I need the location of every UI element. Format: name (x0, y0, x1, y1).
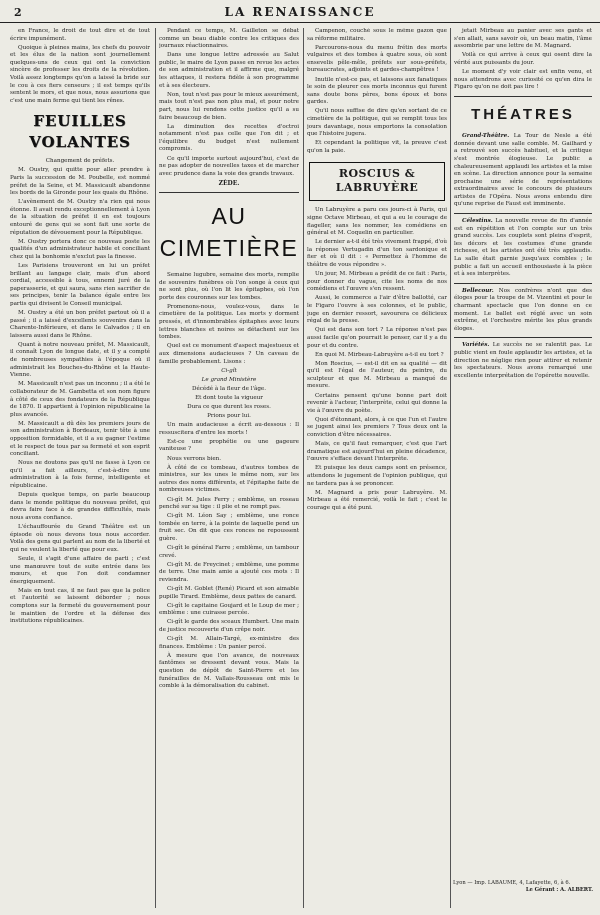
article-paragraph: Mon Roscius, — est-il dit en sa qualité — dit qu'il est l'égal de l'auteur, du peintre, du sculpteur et que M. Mirbeau a manqué de mesure. (307, 360, 447, 390)
intro-paragraph: Ce qu'il importe surtout aujourd'hui, c'est de ne pas adopter de nouvelles taxes et de marcher avec prudence dans la voie des grands travaux. (159, 155, 299, 177)
article-paragraph: M. Massicault a dû dès les premiers jours de son administration à Bordeaux, tenir tête à une opposition formidable, et il a su gagner l'estime et le respect de tous par sa fermeté et son esprit conciliant. (10, 420, 150, 458)
article-paragraph: L'avènement de M. Oustry n'a rien qui nous étonne. Il avait rendu exceptionnellement à Lyon de la situation de préfet il en est toujours entouré de gens qui se sont fait une sorte de réputation de dévouement pour la République. (10, 199, 150, 236)
section-heading-roscius-labruyere: ROSCIUS & LABRUYÈRE (309, 162, 445, 202)
article-paragraph: Un jour, M. Mirbeau a prédit de ce fait : Paris, pour donner du vague, cite les noms de nos comédiens et l'œuvre s'en ressent. (307, 271, 447, 293)
epitaph-paragraph: Ci-gît le capitaine Goujard et le Loup de mer ; emblème : une cuirasse percée. (159, 602, 299, 617)
epitaph-line: Ci-gît (221, 367, 237, 374)
divider (159, 192, 299, 193)
intro-paragraph: Non, tout n'est pas pour le mieux assurément, mais tout n'est pas non plus mal, et pour notre part, nous lui rendons cette justice qu'il a su faire beaucoup de bien. (159, 91, 299, 121)
article-paragraph: Un main audacieuse a écrit au-dessous : Il ressuscitera d'entre les morts ! (159, 422, 299, 436)
article-paragraph: Le dernier a-t-il été très vivement frappé, d'où la réponse Vertugadin d'un ton sardonique et fier et où il dit : « Permettez à l'homme de théâtre de vous répondre ». (307, 239, 447, 269)
article-paragraph: M. Oustry portera donc ce nouveau poste les qualités d'un administrateur habile et conciliant chez qui la bonhomie n'exclut pas la finesse. (10, 238, 150, 260)
epitaph-line: Dura ce que durent les roses. (187, 403, 271, 410)
theatre-name: Bellecour. (462, 287, 494, 294)
divider (454, 213, 592, 214)
theatre-name: Grand-Théâtre. (462, 133, 510, 140)
theatre-text: Le succès ne se ralentit pas. Le public vient en foule applaudir les artistes, et la direction ne néglige rien pour attirer et retenir les spectateurs. Nous avons remarqué une excellente interprétation de l'opérette nouvelle. (454, 342, 592, 379)
article-paragraph: M. Oustry a été un bon préfet partout où il a passé ; il a laissé d'excellents souvenirs dans la Charente-Inférieure, et dans le Calvados ; il en laissera aussi dans le Rhône. (10, 310, 150, 339)
article-paragraph: Semaine lugubre, semaine des morts, remplie de souvenirs funèbres où l'on songe à ceux qui ne sont plus, où l'on lit les épitaphes, où l'on porte des couronnes sur les tombes. (159, 271, 299, 301)
intro-paragraph: Le moment d'y voir clair est enfin venu, et nous attendrons avec curiosité ce qu'en dira le Figaro qu'on ne doit pas lire ! (454, 68, 592, 91)
article-paragraph: Nous ne doutons pas qu'il ne fasse à Lyon ce qu'il a fait ailleurs, c'est-à-dire une administration à la fois ferme, intelligente et républicaine. (10, 460, 150, 490)
section-heading-feuilles-volantes: FEUILLES VOLANTES (29, 112, 131, 151)
page-number: 2 (14, 6, 22, 19)
epitaph-line: Le grand Ministère (201, 376, 257, 383)
intro-paragraph: Et cependant la politique vit, la preuve c'est qu'on la paie. (307, 140, 447, 154)
article-paragraph: Et puisque les deux camps sont en présence, attendons le jugement de l'opinion publique, qui ne tardera pas à se prononcer. (307, 465, 447, 487)
article-paragraph: L'échauffourée du Grand Théâtre est un épisode où nous devons tous nous accorder. Voilà des gens qui parlent au nom de la liberté et qui ne veulent la liberté que pour eux. (10, 524, 150, 553)
article-paragraph: Les Parisiens trouveront en lui un préfet brillant au langage clair, mais d'un abord cordial, accessible à tous, ennemi juré de la paperasserie, et qui saura, sans rien sacrifier de ses principes, tenir la balance égale entre les partis qui divisent le Conseil municipal. (10, 262, 150, 307)
gerant-signature: Le Gérant : A. ALBERT. (525, 887, 593, 894)
article-paragraph: Nous verrons bien. (167, 455, 222, 462)
article-paragraph: À côté de ce tombeau, d'autres tombes de ministres, sur les unes le même nom, sur les autres des noms différents, et l'épitaphe faite de nombreuses victimes. (159, 464, 299, 494)
intro-paragraph: Campenon, couché sous le même gazon que sa réforme militaire. (307, 28, 447, 42)
epitaph-paragraph: Ci-gît M. de Freycinet ; emblème, une pomme de terre. Une main amie a ajouté ces mots : Il reviendra. (159, 561, 299, 583)
article-paragraph: Qui est dans son tort ? La réponse n'est pas aussi facile qu'on pourrait le penser, car il y a du pour et du contre. (307, 327, 447, 349)
article-paragraph: Quel est ce monument d'aspect majestueux et aux dimensions audacieuses ? Un caveau de famille probablement. Lisons : (159, 343, 299, 365)
article-paragraph: M. Oustry, qui quitte pour aller prendre à Paris la succession de M. Poubelle, est nommé préfet de la Seine, et M. Massicault abandonne les bords de la Gironde pour les quais du Rhône. (10, 167, 150, 197)
section-heading-theatres: THÉATRES (471, 105, 575, 123)
theatre-entry (454, 288, 592, 334)
theatre-text: La nouvelle revue de fin d'année est en répétition et l'on compte sur un très grand succès. Les couplets sont pleins d'esprit, les décors et les costumes d'une grande richesse, et les artistes ont été très applaudis. La salle était garnie jusqu'aux combles ; le public a fait un accueil enthousiaste à la pièce et à ses interprètes. (454, 218, 592, 278)
article-paragraph: M. Massicault n'est pas un inconnu ; il a été le collaborateur de M. Gambetta et son nom figure à côté de ceux des fondateurs de la République de 1870. Il appartient à l'opinion républicaine la plus avancée. (10, 381, 150, 418)
theatre-text: La Tour de Nesle a été donnée devant une salle comble. M. Gailhard y a retrouvé son succès habituel, et la critique s'est montrée élogieuse. Le public a chaleureusement applaudi les artistes et la mise en scène. La direction annonce pour la semaine prochaine une série de représentations extraordinaires avec le concours de plusieurs artistes de l'Opéra. Nous avons entendu dire qu'une reprise de Faust est imminente. (454, 133, 592, 208)
divider (454, 96, 592, 97)
column-rule (303, 28, 304, 908)
article-paragraph: Depuis quelque temps, on parle beaucoup dans le monde politique du nouveau préfet, qui devra faire face à de grandes difficultés, mais nous avons confiance. (10, 492, 150, 521)
article-paragraph: Un Labruyère a paru ces jours-ci à Paris, qui signe Octave Mirbeau, et qui a eu le courage de flageller, sans les nommer, les comédiens en général et M. Coquelin en particulier. (307, 207, 447, 237)
epitaph-line: Prions pour lui. (207, 413, 251, 420)
article-paragraph: Mais, ce qu'il faut remarquer, c'est que l'art dramatique est aujourd'hui en pleine décadence, l'œuvre s'efface devant l'interprète. (307, 441, 447, 463)
intro-paragraph: jetait Mirbeau au panier avec ses gants et s'en allait, sans savoir où, un beau matin, l'âme assombrie par une lettre de M. Magnard. (454, 28, 592, 50)
section-heading-au-cimetiere: AU CIMETIÈRE (159, 203, 299, 261)
article-paragraph: Mais en tout cas, il ne faut pas que la police et l'autorité se laissent déborder ; nous comptons sur la fermeté du gouvernement pour le maintien de l'ordre et la défense des institutions républicaines. (10, 587, 150, 625)
epitaph-line: Décédé à la fleur de l'âge. (191, 385, 267, 392)
theatre-entry (454, 133, 592, 209)
column-2 (159, 28, 299, 908)
printer-imprint (453, 880, 593, 895)
epitaph-paragraph: Ci-gît le général Farre ; emblème, un tambour crevé. (159, 545, 299, 559)
column-1 (10, 28, 150, 908)
article-paragraph: Seule, il s'agit d'une affaire de parti ; c'est une manœuvre tout de suite entrée dans les mœurs, et que l'on doit condamner énergiquement. (10, 555, 150, 585)
article-paragraph: Certains pensent qu'une bonne part doit revenir à l'acteur, l'interprète, celui qui donne la vie à l'œuvre du poète. (307, 392, 447, 414)
epitaph-paragraph: Ci-gît M. Jules Ferry ; emblème, un roseau penché sur sa tige : il plie et ne rompt pas. (159, 496, 299, 511)
epitaph-paragraph: Ci-gît M. Allain-Targé, ex-ministre des finances. Emblème : Un panier percé. (159, 636, 299, 650)
intro-paragraph: Pendant ce temps, M. Gailleton se débat comme un beau diable contre les critiques des journaux réactionnaires. (159, 28, 299, 50)
masthead (0, 4, 600, 23)
theatre-entry (454, 218, 592, 279)
intro-paragraph: Dans une longue lettre adressée au Salut public, le maire de Lyon passe en revue les actes de son administration et il affirme que, malgré les attaques, il restera fidèle à son programme et à ses électeurs. (159, 52, 299, 89)
printer-line: Lyon — Imp. LABAUME, 4, Lafayette, 6, à 6. (453, 880, 571, 886)
article-paragraph: Aussi, le commerce a l'air d'être ballotté, car le Figaro l'ouvre à ses colonnes, et le public, juge en dernier ressort, savourera ce délicieux régal de la presse. (307, 295, 447, 325)
article-paragraph: Quoi d'étonnant, alors, à ce que l'un et l'autre se jugent ainsi les premiers ? Tous deux ont la conviction d'être nécessaires. (307, 416, 447, 439)
column-rule (450, 28, 451, 908)
column-rule (155, 28, 156, 908)
theatre-name: Variétés. (462, 342, 490, 349)
epitaph-line: Et dont toute la vigueur (195, 394, 263, 401)
intro-paragraph: Voilà ce qui arrive à ceux qui osent dire la vérité aux puissants du jour. (454, 52, 592, 66)
article-subtitle: Changement de préfets. (45, 158, 115, 165)
article-paragraph: Est-ce une prophétie ou une gageure vaniteuse ? (159, 438, 299, 453)
intro-paragraph: La diminution des recettes d'octroi notamment n'est pas celle que l'on dit ; et l'équilibre du budget n'est nullement compromis. (159, 123, 299, 153)
author-signature: ZÈDE. (218, 180, 240, 188)
intro-paragraph: Parcourons-nous du menu frétin des morts vulgaires et des tombes à quatre sous, où sont ensevelis pêle-mêle, préfets sur sous-préfets, bureaucrates, adjoints et gardes-champêtres ! (307, 44, 447, 74)
intro-paragraph: Inutile n'est-ce pas, et laissons aux fanatiques le soin de pleurer ces morts inconnus qui furent sans doute bons pères, bons époux et bons gardes. (307, 76, 447, 106)
epitaph-paragraph: Ci-gît M. Goblet (René) Picard et son aimable pupille Tirard. Emblème, deux pattes de canard. (159, 586, 299, 600)
column-3 (307, 28, 447, 908)
divider (454, 283, 592, 284)
intro-paragraph: Qu'il nous suffise de dire qu'en sortant de ce cimetière de la politique, qui se remplit tous les jours davantage, nous emportons la consolation que l'histoire jugera. (307, 108, 447, 138)
intro-paragraph: Quoique à pleines mains, les chefs du pouvoir et les élus de la nation sont journellement quelques-uns de ceux qui ont la conviction sincère de professer les droits de la révolution. Voilà assez longtemps qu'on a laissé la bride sur le cou à ces fiers censeurs ; il est temps qu'ils sentent le mors, et que nous, nous assurions que c'est une main ferme qui tient les rênes. (10, 44, 150, 104)
article-paragraph: Promenons-nous, voulez-vous, dans le cimetière de la politique. Les morts y dorment pressés, et d'innombrables épitaphes avec leurs lettres blanches et noires se détachent sur les tombes. (159, 303, 299, 341)
article-paragraph: Quant à notre nouveau préfet, M. Massicault, il connaît Lyon de longue date, et il y a compté de nombreuses sympathies à l'époque où il administrait les Bouches-du-Rhône et la Haute-Vienne. (10, 341, 150, 379)
theatre-entry (454, 342, 592, 380)
column-4 (454, 28, 592, 874)
article-paragraph: À mesure que l'on avance, de nouveaux fantômes se dressent devant vous. Mais la question de dépôt de Saint-Pierre et les funérailles de M. Vallais-Rousseau ont mis le comble à la démoralisation du cabinet. (159, 652, 299, 690)
article-paragraph: En quoi M. Mirbeau-Labruyère a-t-il eu tort ? (315, 351, 444, 358)
divider (454, 337, 592, 338)
theatre-name: Célestins. (462, 218, 493, 225)
theatre-text: Nos confrères n'ont que des éloges pour la troupe de M. Vizentini et pour le charmant spectacle que l'on donne en ce moment. Le ballet est réglé avec un soin extrême, et l'orchestre mérite les plus grands éloges. (454, 287, 592, 332)
article-paragraph: M. Magnard a pris pour Labruyère. M. Mirbeau a été remercié, voilà le fait ; c'est le courage qui a été puni. (307, 489, 447, 511)
epitaph-paragraph: Ci-gît M. Léon Say ; emblème, une ronce tombée en terre, à la pointe de laquelle pend un fruit sec. On dit que ces ronces ne repoussent guère. (159, 513, 299, 542)
epitaph-paragraph: Ci-gît le garde des sceaux Humbert. Une main de justice recouverte d'un crêpe noir. (159, 619, 299, 633)
intro-paragraph: en France, le droit de tout dire et de tout écrire impunément. (10, 28, 150, 42)
newspaper-title: LA RENAISSANCE (224, 5, 376, 19)
